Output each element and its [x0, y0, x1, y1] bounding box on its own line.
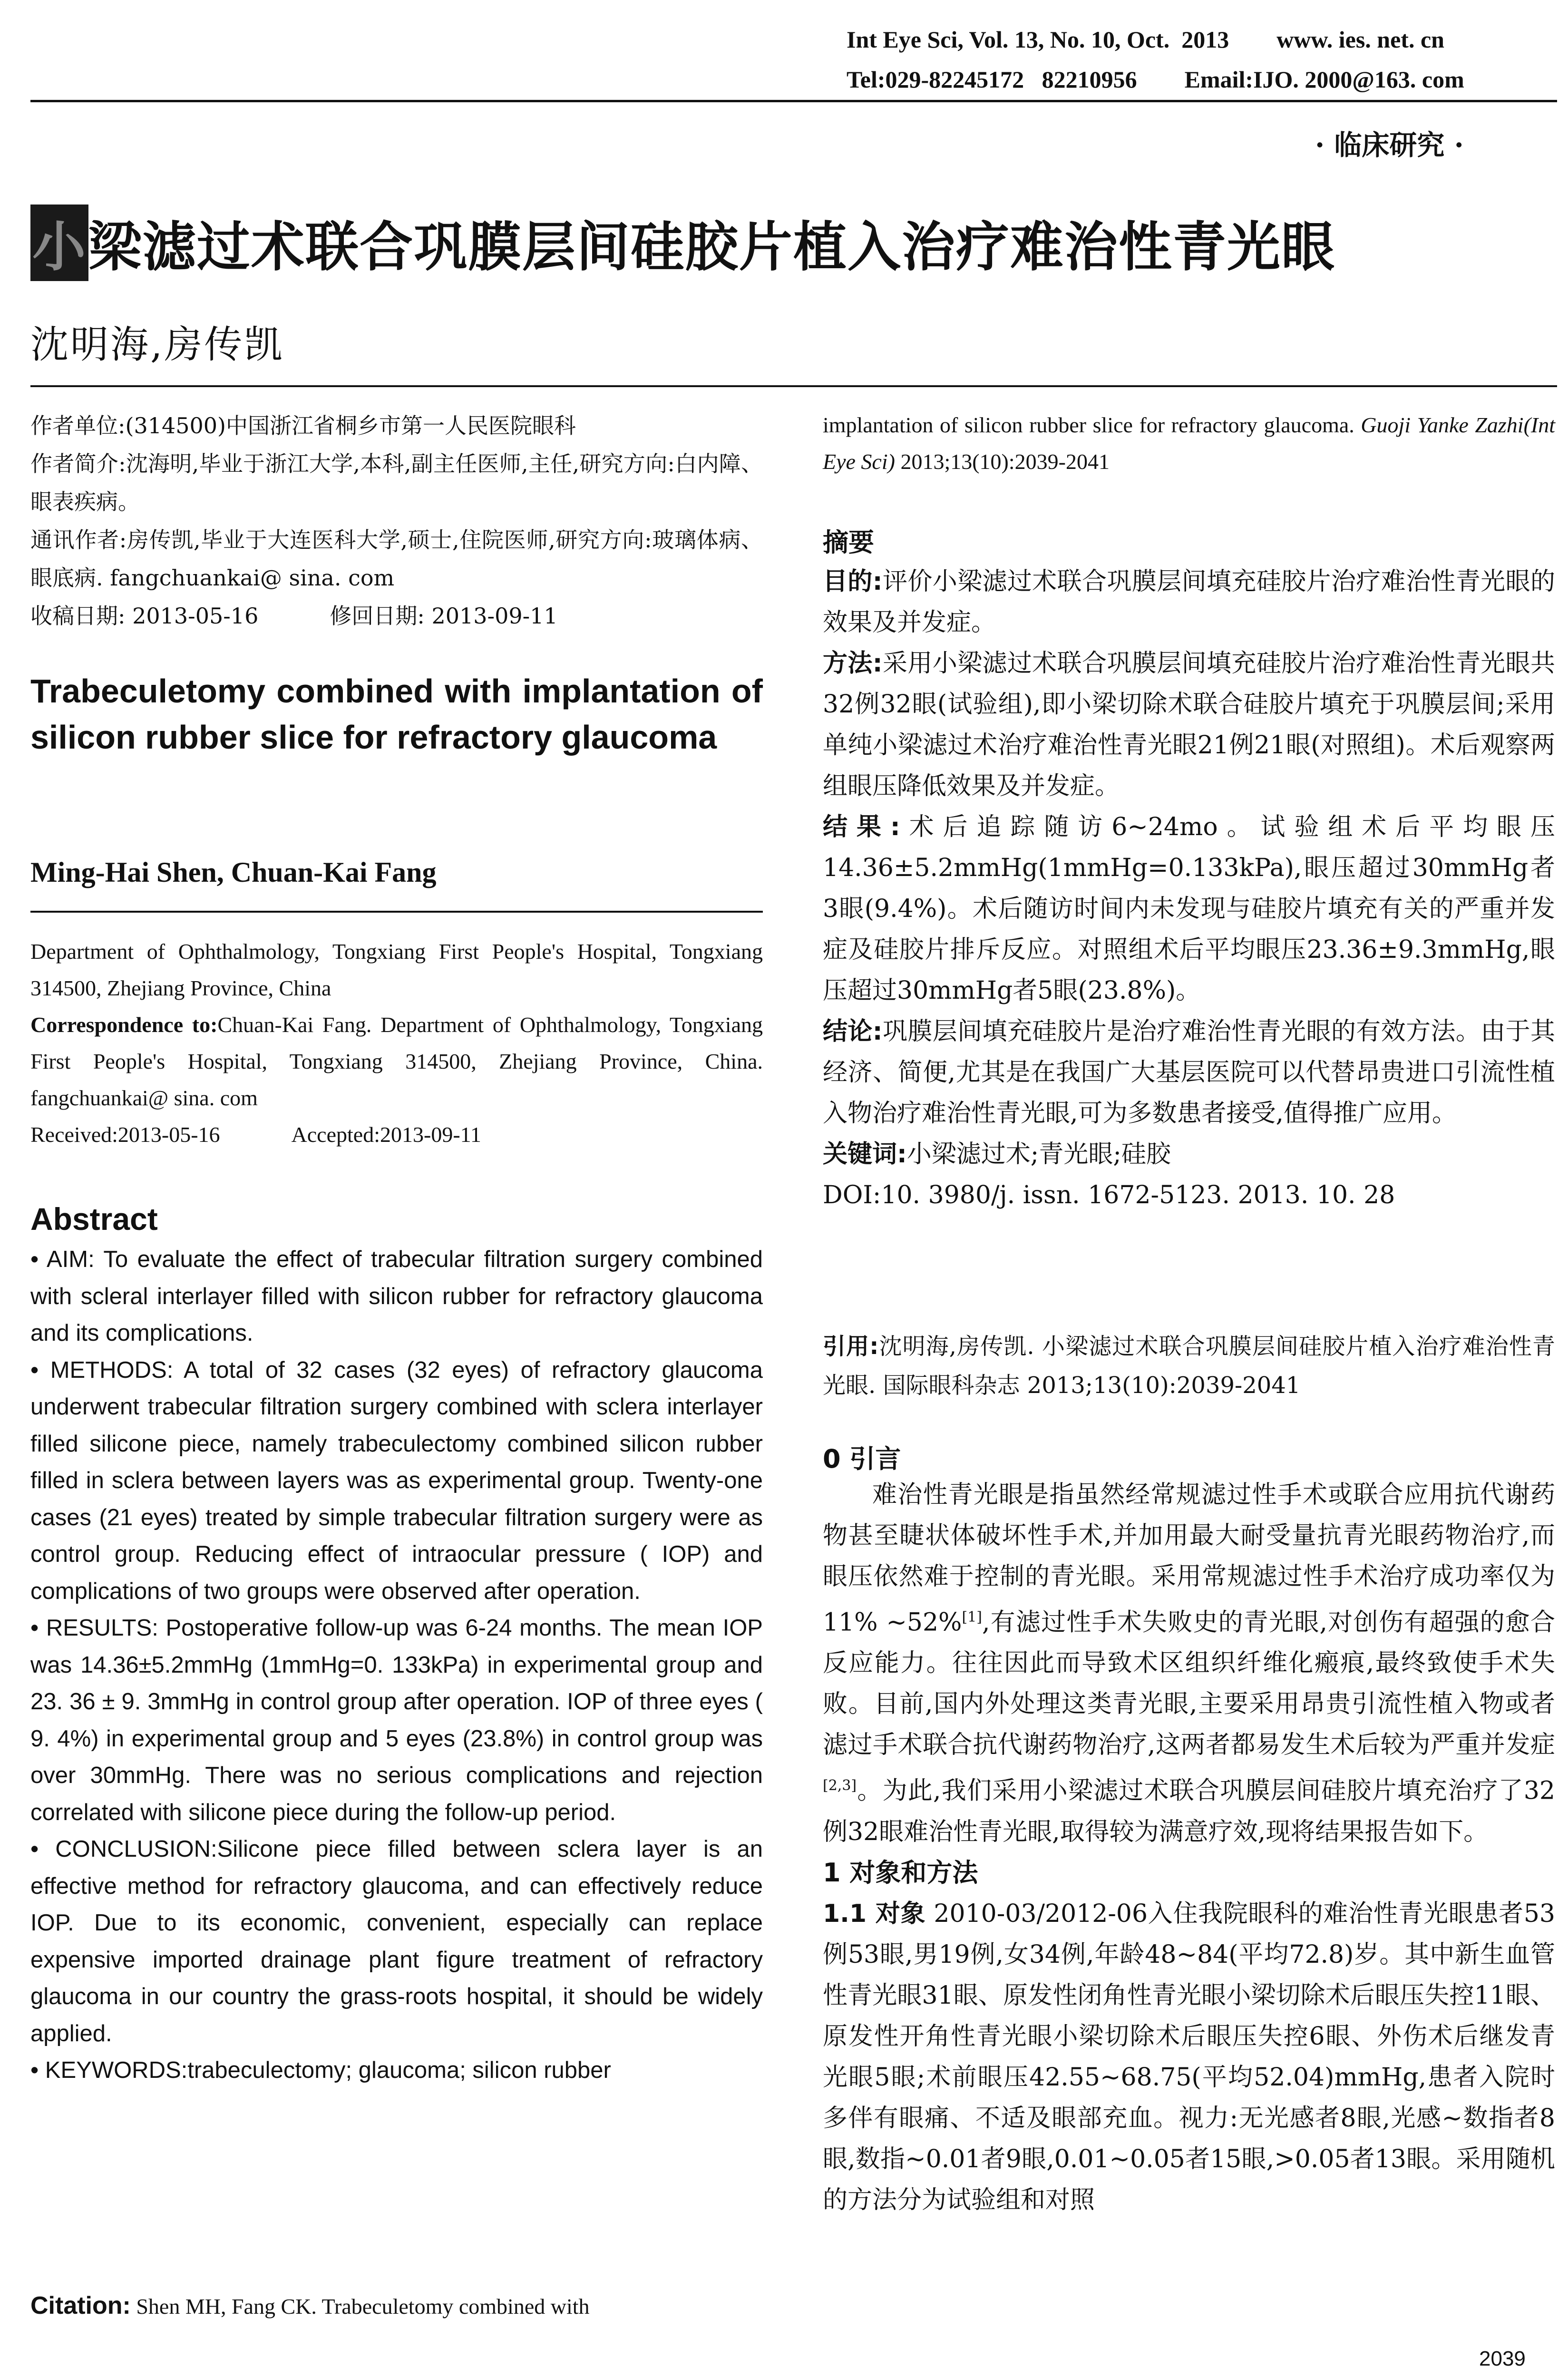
correspondence-label: Correspondence to:	[30, 1013, 218, 1037]
cite-text: 沈明海,房传凯. 小梁滤过术联合巩膜层间硅胶片植入治疗难治性青光眼. 国际眼科杂志 2013;13(10):2039-2041	[823, 1333, 1555, 1399]
english-abstract	[30, 1241, 763, 2089]
title-rest: 梁滤过术联合巩膜层间硅胶片植入治疗难治性青光眼	[88, 216, 1335, 278]
author-info-block	[30, 407, 763, 635]
objective-label: 目的:	[823, 567, 883, 596]
page-number: 2039	[1479, 2347, 1526, 2370]
citation-label: Citation:	[30, 2292, 131, 2319]
subjects-label: 1.1 对象	[823, 1899, 926, 1928]
author-affiliation: 作者单位:(314500)中国浙江省桐乡市第一人民医院眼科	[30, 413, 576, 438]
methods-text: 采用小梁滤过术联合巩膜层间填充硅胶片治疗难治性青光眼共32例32眼(试验组),即小梁切除术联合硅胶片填充于巩膜层间;采用单纯小梁滤过术治疗难治性青光眼21例21眼(对照组)。术后观察两组眼压降低效果及并发症。	[823, 649, 1555, 800]
citation-tail: 2013;13(10):2039-2041	[895, 449, 1110, 474]
doi: DOI:10. 3980/j. issn. 1672-5123. 2013. 10. 28	[823, 1181, 1395, 1209]
chinese-abstract-heading: 摘要	[823, 527, 874, 557]
methods-label: 方法:	[823, 649, 883, 678]
author-bio: 作者简介:沈海明,毕业于浙江大学,本科,副主任医师,主任,研究方向:白内障、眼表疾病。	[30, 451, 763, 515]
abstract-heading: Abstract	[30, 1201, 158, 1237]
intro-ref2: [2,3]	[823, 1777, 857, 1794]
citation-journal: Guoji Yanke Zazhi(Int Eye Sci)	[823, 413, 1555, 474]
received-en: Received:2013-05-16	[30, 1122, 220, 1147]
english-title: Trabeculetomy combined with implantation of silicon rubber slice for refractory glaucoma	[30, 672, 763, 756]
citation-en-continued	[823, 407, 1555, 480]
keywords-text: 小梁滤过术;青光眼;硅胶	[906, 1140, 1171, 1169]
intro-p1c: 。为此,我们采用小梁滤过术联合巩膜层间硅胶片填充治疗了32例32眼难治性青光眼,取得较为满意疗效,现将结果报告如下。	[823, 1776, 1555, 1846]
accepted-en: Accepted:2013-09-11	[291, 1122, 481, 1147]
journal-contact-line: Tel:029-82245172 82210956 Email:IJO. 2000@163. com	[847, 66, 1464, 93]
title-rule	[30, 385, 1557, 387]
cite-label: 引用:	[823, 1333, 879, 1360]
abstract-aim: • AIM: To evaluate the effect of trabecular filtration surgery combined with scleral interlayer filled with silicon rubber for refractory glaucoma and its complications.	[30, 1247, 763, 1346]
revised-date: 修回日期: 2013-09-11	[330, 603, 558, 629]
abstract-results: • RESULTS: Postoperative follow-up was 6-24 months. The mean IOP was 14.36±5.2mmHg (1mmHg=0. 133kPa) in experimental group and 23. 36 ± 9. 3mmHg in control group after operation. IOP of three eyes ( 9. 4%) in experimental group and 5 eyes (23.8%) in control group was over 30mmHg. There was no serious complications and rejection correlated with silicone piece during the follow-up period.	[30, 1615, 763, 1825]
subjects-text: 2010-03/2012-06入住我院眼科的难治性青光眼患者53例53眼,男19例,女34例,年龄48~84(平均72.8)岁。其中新生血管性青光眼31眼、原发性闭角性青光眼小梁切除术后眼压失控11眼、原发性开角性青光眼小梁切除术后眼压失控6眼、外伤术后继发青光眼5眼;术前眼压42.55~68.75(平均52.04)mmHg,患者入院时多伴有眼痛、不适及眼部充血。视力:无光感者8眼,光感~数指者8眼,数指~0.01者9眼,0.01~0.05者15眼,>0.05者13眼。采用随机的方法分为试验组和对照	[823, 1899, 1555, 2214]
correspondence-author: 通讯作者:房传凯,毕业于大连医科大学,硕士,住院医师,研究方向:玻璃体病、眼底病. fangchuankai@ sina. com	[30, 527, 763, 591]
page-title	[30, 205, 1335, 281]
abstract-conclusion: • CONCLUSION:Silicone piece filled between sclera layer is an effective method for refractory glaucoma, and can effectively reduce IOP. Due to its economic, convenient, especially can replace expensive imported drainage plant figure treatment of refractory glaucoma in our country the grass-roots hospital, it should be widely applied.	[30, 1836, 763, 2046]
authors-rule	[30, 911, 763, 913]
objective-text: 评价小梁滤过术联合巩膜层间填充硅胶片治疗难治性青光眼的效果及并发症。	[823, 567, 1555, 637]
keywords-label: 关键词:	[823, 1140, 907, 1169]
chinese-citation	[823, 1327, 1555, 1405]
intro-ref1: [1]	[962, 1609, 982, 1626]
chinese-abstract	[823, 561, 1555, 1216]
conclusion-label: 结论:	[823, 1017, 883, 1046]
department: Department of Ophthalmology, Tongxiang First People's Hospital, Tongxiang 314500, Zhejiang Province, China	[30, 939, 763, 1000]
authors-cn: 沈明海,房传凯	[30, 322, 284, 367]
header-rule	[30, 100, 1557, 102]
intro-heading: 0 引言	[823, 1444, 901, 1474]
results-label: 结果:	[823, 813, 900, 841]
english-affiliation-block	[30, 933, 763, 1153]
english-authors: Ming-Hai Shen, Chuan-Kai Fang	[30, 857, 437, 888]
citation-en-block	[30, 2288, 763, 2325]
conclusion-text: 巩膜层间填充硅胶片是治疗难治性青光眼的有效方法。由于其经济、简便,尤其是在我国广大基层医院可以代替昂贵进口引流性植入物治疗难治性青光眼,可为多数患者接受,值得推广应用。	[823, 1017, 1555, 1128]
title-first-char: 小	[30, 205, 88, 281]
intro-p1: 难治性青光眼是指虽然经常规滤过性手术或联合应用抗代谢药物甚至睫状体破坏性手术,并加用最大耐受量抗青光眼药物治疗,而眼压依然难于控制的青光眼。采用常规滤过性手术治疗成功率仅为11% ~52%	[823, 1481, 1555, 1637]
received-date: 收稿日期: 2013-05-16	[30, 603, 259, 629]
abstract-methods: • METHODS: A total of 32 cases (32 eyes) of refractory glaucoma underwent trabecular filtration surgery combined with sclera interlayer filled silicone piece, namely trabeculectomy combined silicon rubber filled in sclera between layers was as experimental group. Twenty-one cases (21 eyes) treated by simple trabecular filtration surgery were as control group. Reducing effect of intraocular pressure ( IOP) and complications of two groups were observed after operation.	[30, 1357, 763, 1604]
methods-heading: 1 对象和方法	[823, 1857, 978, 1888]
journal-citation-line: Int Eye Sci, Vol. 13, No. 10, Oct. 2013 www. ies. net. cn	[847, 26, 1444, 53]
results-text: 术后追踪随访6~24mo。试验组术后平均眼压14.36±5.2mmHg(1mmHg=0.133kPa),眼压超过30mmHg者3眼(9.4%)。术后随访时间内未发现与硅胶片填充有关的严重并发症及硅胶片排斥反应。对照组术后平均眼压23.36±9.3mmHg,眼压超过30mmHg者5眼(23.8%)。	[823, 813, 1555, 1005]
correspondence-text: Chuan-Kai Fang. Department of Ophthalmology, Tongxiang First People's Hospital, Tongxiang 314500, Zhejiang Province, China. fangchuankai@ sina. com	[30, 1013, 763, 1110]
abstract-keywords: • KEYWORDS:trabeculectomy; glaucoma; silicon rubber	[30, 2057, 611, 2083]
section-label: · 临床研究 ·	[1315, 129, 1464, 161]
citation-cont: implantation of silicon rubber slice for refractory glaucoma.	[823, 413, 1361, 437]
citation-text: Shen MH, Fang CK. Trabeculetomy combined with	[130, 2294, 590, 2319]
intro-p1b: ,有滤过性手术失败史的青光眼,对创伤有超强的愈合反应能力。往往因此而导致术区组织纤维化瘢痕,最终致使手术失败。目前,国内外处理这类青光眼,主要采用昂贵引流性植入物或者滤过手术联合抗代谢药物治疗,这两者都易发生术后较为严重并发症	[823, 1608, 1556, 1760]
intro-section	[823, 1474, 1555, 2221]
